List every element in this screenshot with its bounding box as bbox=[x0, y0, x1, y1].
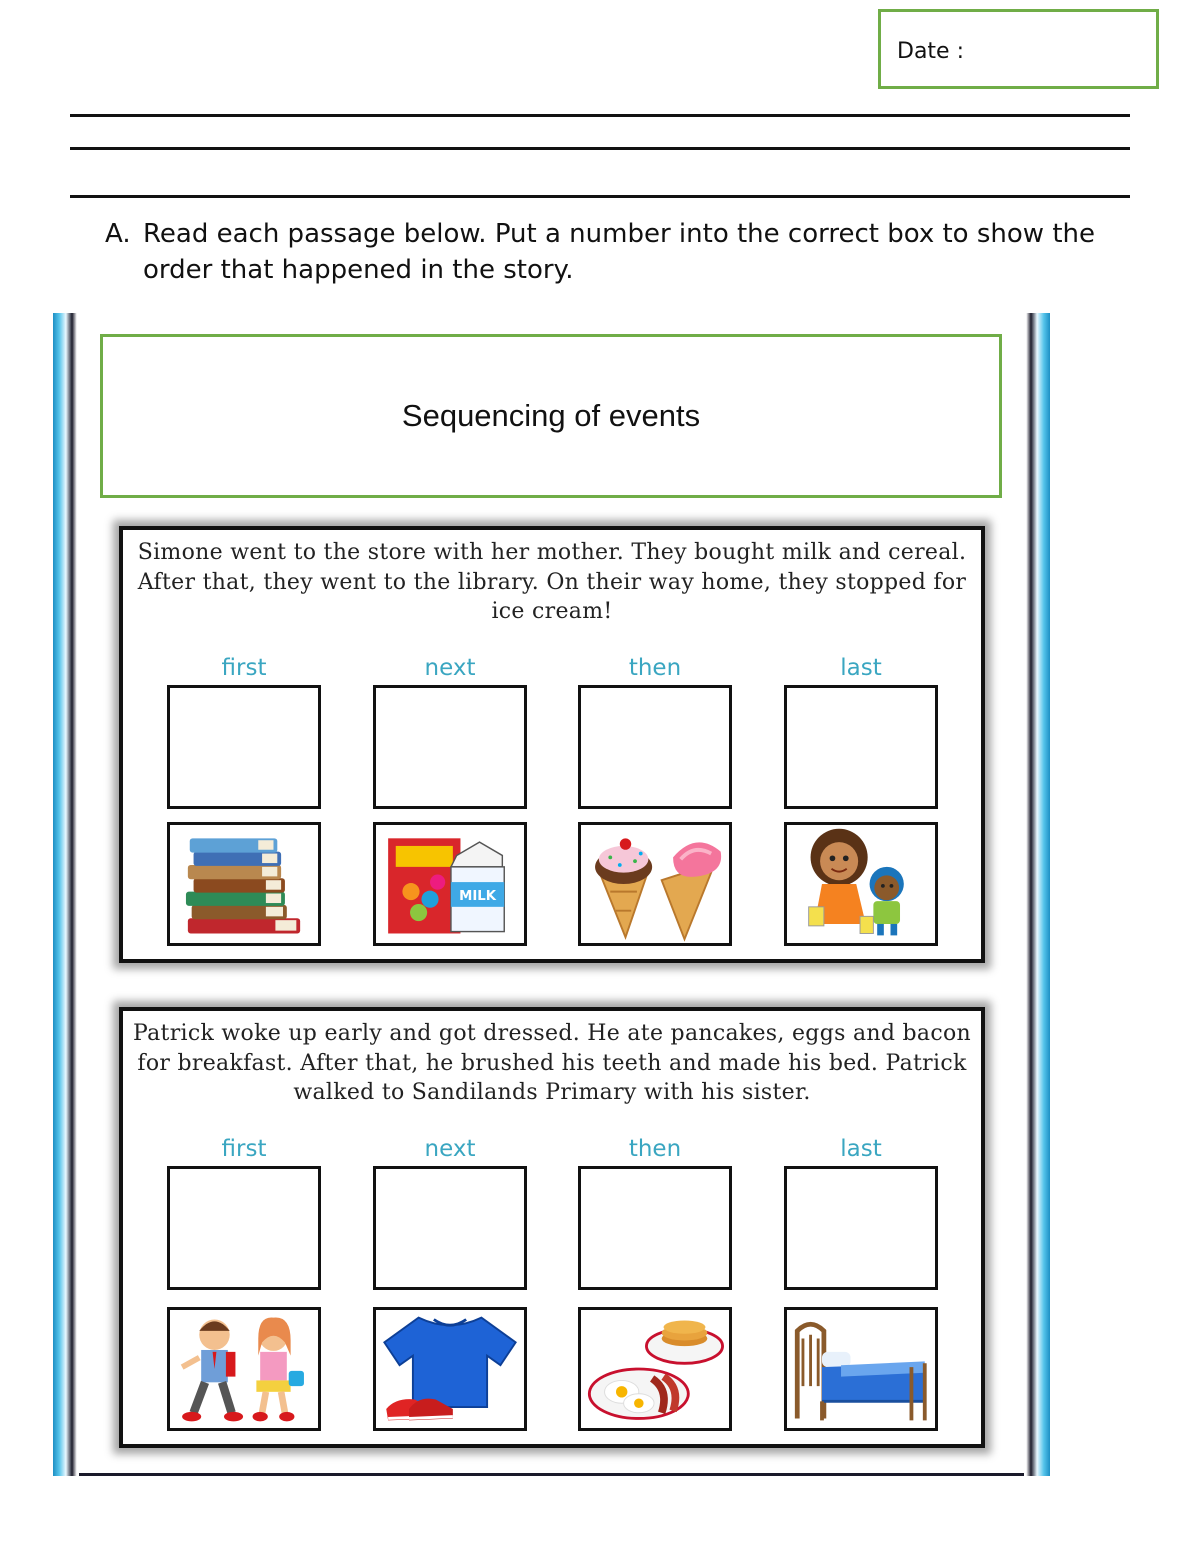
writing-line-2[interactable] bbox=[70, 147, 1130, 150]
label-next: next bbox=[424, 1136, 476, 1162]
children-walking-to-school-icon bbox=[167, 1307, 321, 1431]
answer-box-next[interactable] bbox=[373, 1166, 527, 1290]
title-box bbox=[100, 334, 1002, 498]
answer-box-first[interactable] bbox=[167, 1166, 321, 1290]
passage-text-2: Patrick woke up early and got dressed. He ate pancakes, eggs and bacon for breakfast. After that, he brushed his teeth and made his bed. Patrick walked to Sandilands Primary with his sister. bbox=[133, 1021, 971, 1105]
writing-line-1[interactable] bbox=[70, 114, 1130, 117]
label-first: first bbox=[221, 655, 267, 681]
frame-border-bottom bbox=[79, 1473, 1024, 1476]
date-box[interactable] bbox=[878, 9, 1159, 89]
date-label: Date : bbox=[897, 39, 964, 64]
answer-box-next[interactable] bbox=[373, 685, 527, 809]
mother-and-child-shopping-icon bbox=[784, 822, 938, 946]
label-next: next bbox=[424, 655, 476, 681]
frame-border-left bbox=[53, 313, 87, 1476]
passage-panel-1 bbox=[119, 526, 985, 963]
answer-box-then[interactable] bbox=[578, 685, 732, 809]
worksheet-frame bbox=[53, 313, 1050, 1476]
label-last: last bbox=[840, 1136, 882, 1162]
tshirt-and-sneakers-icon bbox=[373, 1307, 527, 1431]
instruction-text: Read each passage below. Put a number into the correct box to show the order that happened in the story. bbox=[143, 219, 1095, 285]
ice-cream-cones-icon bbox=[578, 822, 732, 946]
breakfast-plate-icon bbox=[578, 1307, 732, 1431]
passage-panel-2 bbox=[119, 1007, 985, 1448]
label-last: last bbox=[840, 655, 882, 681]
passage-text-1: Simone went to the store with her mother. They bought milk and cereal. After that, they went to the library. On their way home, they stopped for ice cream! bbox=[137, 540, 967, 624]
cereal-and-milk-icon bbox=[373, 822, 527, 946]
frame-border-right bbox=[1016, 313, 1050, 1476]
milk-caption: MILK bbox=[459, 889, 497, 905]
answer-box-then[interactable] bbox=[578, 1166, 732, 1290]
bed-icon bbox=[784, 1307, 938, 1431]
label-then: then bbox=[628, 655, 682, 681]
books-stack-icon bbox=[167, 822, 321, 946]
label-then: then bbox=[628, 1136, 682, 1162]
instructions bbox=[105, 216, 1125, 288]
answer-box-last[interactable] bbox=[784, 1166, 938, 1290]
worksheet-title: Sequencing of events bbox=[401, 398, 701, 433]
instruction-marker: A. bbox=[105, 219, 131, 249]
label-first: first bbox=[221, 1136, 267, 1162]
answer-box-first[interactable] bbox=[167, 685, 321, 809]
writing-line-3[interactable] bbox=[70, 195, 1130, 198]
answer-box-last[interactable] bbox=[784, 685, 938, 809]
